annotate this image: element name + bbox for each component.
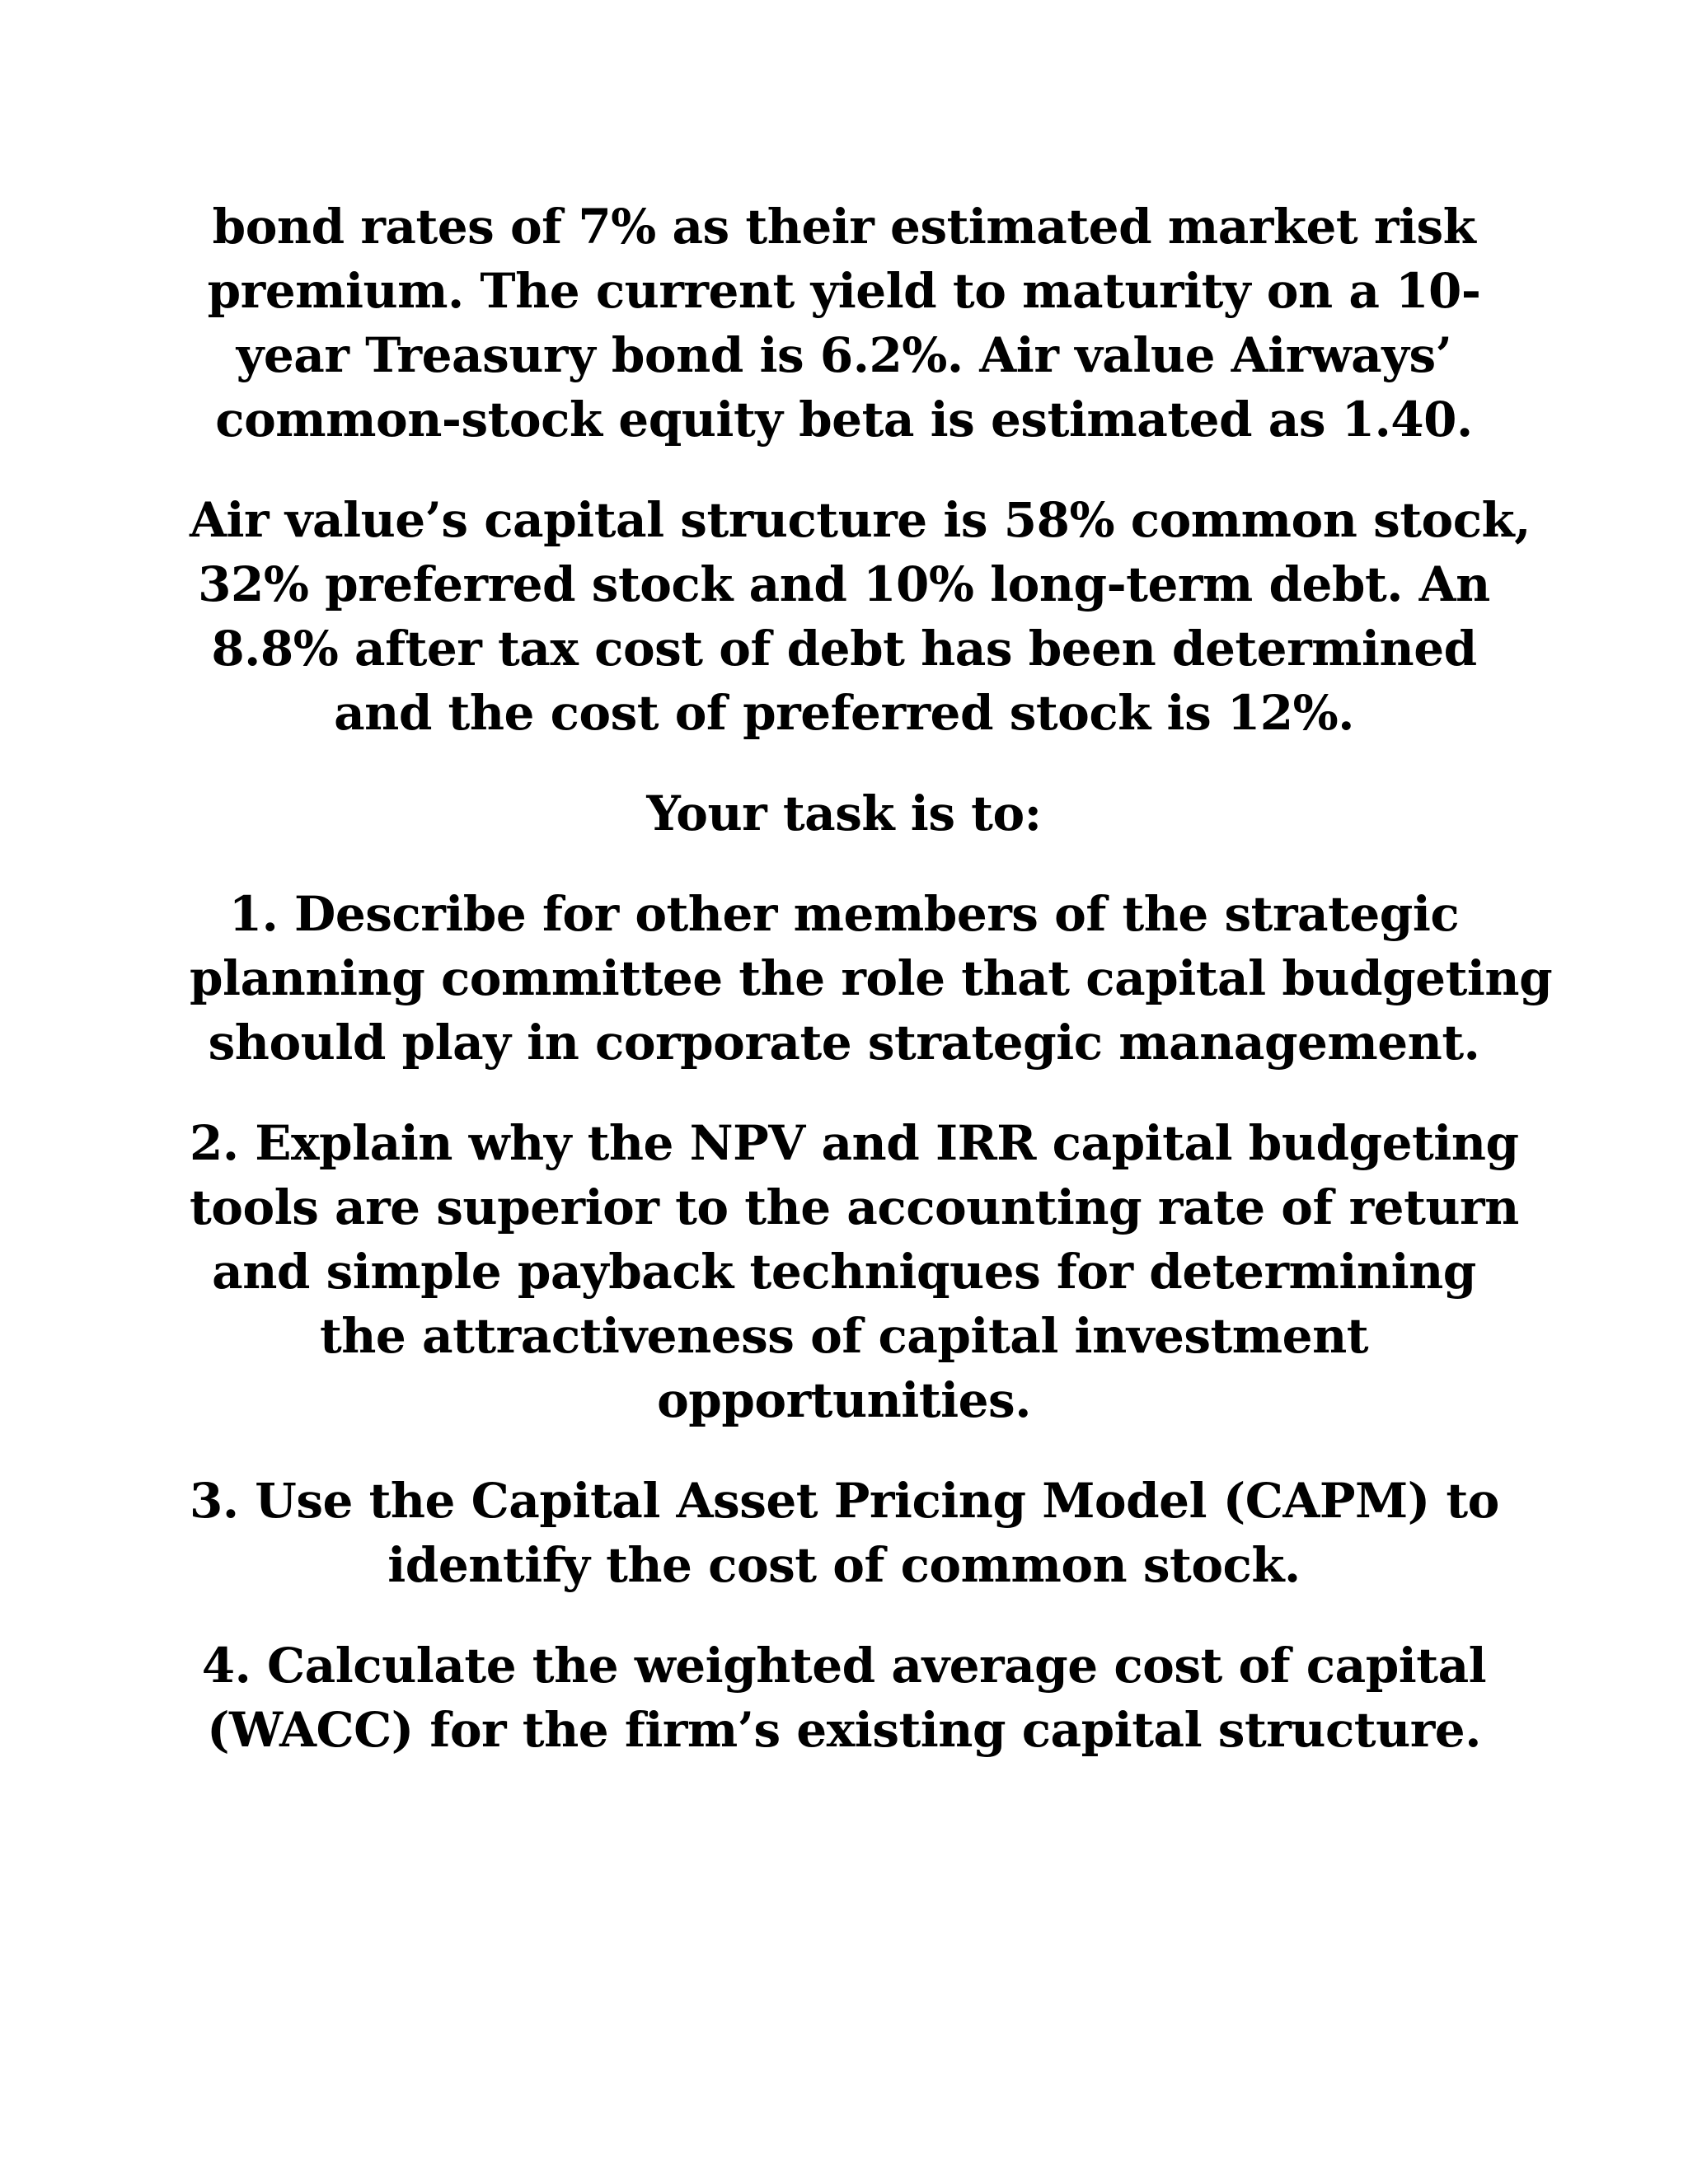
text-line: common-stock equity beta is estimated as 1.40. xyxy=(215,391,1473,448)
text-line: year Treasury bond is 6.2%. Air value Airways’ xyxy=(236,327,1452,383)
text-line: Air value’s capital structure is 58% common stock, xyxy=(190,492,1531,548)
text-line: 3. Use the Capital Asset Pricing Model (CAPM) to xyxy=(190,1473,1499,1529)
text-line: 8.8% after tax cost of debt has been determined xyxy=(211,621,1477,677)
task-item-1 xyxy=(190,882,1553,1075)
document-body xyxy=(190,194,1553,1762)
paragraph-capital-structure xyxy=(190,488,1531,745)
text-line: should play in corporate strategic management. xyxy=(208,1015,1480,1071)
text-line: opportunities. xyxy=(657,1372,1031,1428)
text-line: bond rates of 7% as their estimated market risk xyxy=(212,199,1476,255)
text-line: tools are superior to the accounting rate of return xyxy=(190,1179,1519,1235)
task-heading xyxy=(190,781,1498,846)
text-line: Your task is to: xyxy=(646,785,1042,841)
task-item-4 xyxy=(190,1633,1498,1762)
text-line: and the cost of preferred stock is 12%. xyxy=(334,685,1354,741)
text-line: (WACC) for the firm’s existing capital structure. xyxy=(207,1702,1481,1758)
text-line: 4. Calculate the weighted average cost of capital xyxy=(201,1638,1487,1694)
text-line: and simple payback techniques for determining xyxy=(212,1244,1476,1300)
paragraph-market-risk xyxy=(190,194,1498,452)
text-line: the attractiveness of capital investment xyxy=(319,1308,1369,1364)
text-line: 1. Describe for other members of the strategic xyxy=(228,886,1460,942)
task-item-3 xyxy=(190,1469,1498,1597)
text-line: planning committee the role that capital budgeting xyxy=(190,950,1553,1006)
text-line: premium. The current yield to maturity on a 10- xyxy=(207,263,1481,319)
task-item-2 xyxy=(190,1111,1519,1432)
text-line: identify the cost of common stock. xyxy=(387,1537,1301,1593)
text-line: 32% preferred stock and 10% long-term debt. An xyxy=(198,556,1490,612)
text-line: 2. Explain why the NPV and IRR capital budgeting xyxy=(190,1115,1519,1171)
